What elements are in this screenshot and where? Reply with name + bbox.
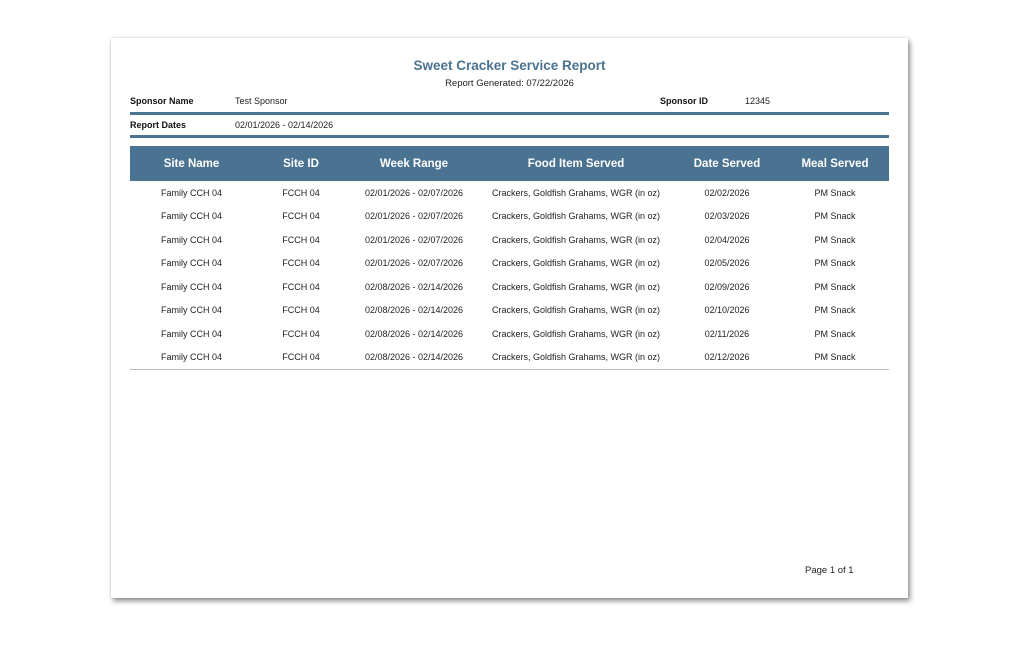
site-id-cell: FCCH 04 <box>282 187 320 198</box>
food-item-cell: Crackers, Goldfish Grahams, WGR (in oz) <box>491 234 661 245</box>
table-row <box>130 181 889 205</box>
date-served-cell: 02/11/2026 <box>704 328 750 339</box>
column-header-site-name: Site Name <box>163 157 220 170</box>
date-served-cell: 02/09/2026 <box>704 281 750 292</box>
report-page <box>111 38 908 598</box>
meal-served-cell: PM Snack <box>814 258 856 269</box>
site-name-cell: Family CCH 04 <box>160 187 222 198</box>
column-header-week-range: Week Range <box>379 157 449 170</box>
date-served-cell: 02/05/2026 <box>704 258 750 269</box>
date-served-cell: 02/10/2026 <box>704 305 750 316</box>
site-name-cell: Family CCH 04 <box>160 305 222 316</box>
food-item-cell: Crackers, Goldfish Grahams, WGR (in oz) <box>491 305 661 316</box>
site-name-cell: Family CCH 04 <box>160 234 222 245</box>
food-item-cell: Crackers, Goldfish Grahams, WGR (in oz) <box>491 328 661 339</box>
meal-served-cell: PM Snack <box>814 281 856 292</box>
week-range-cell: 02/01/2026 - 02/07/2026 <box>364 258 464 269</box>
site-id-cell: FCCH 04 <box>253 346 349 370</box>
meal-served-cell: PM Snack <box>814 211 856 222</box>
date-served-cell: 02/12/2026 <box>673 346 781 370</box>
sponsor-name-value: Test Sponsor <box>235 96 288 106</box>
site-id-cell: FCCH 04 <box>282 305 320 316</box>
table-row <box>130 205 889 229</box>
table-row <box>130 322 889 346</box>
meal-served-cell: PM Snack <box>814 305 856 316</box>
site-name-cell: Family CCH 04 <box>130 346 253 370</box>
table-row <box>130 228 889 252</box>
meal-served-cell: PM Snack <box>781 346 889 370</box>
date-served-cell: 02/02/2026 <box>704 187 750 198</box>
sponsor-name-label: Sponsor Name <box>130 96 194 106</box>
column-header-meal-served: Meal Served <box>801 157 869 170</box>
column-header-food-item: Food Item Served <box>527 157 625 170</box>
site-name-cell: Family CCH 04 <box>160 258 222 269</box>
date-served-cell: 02/04/2026 <box>704 234 750 245</box>
week-range-cell: 02/01/2026 - 02/07/2026 <box>364 234 464 245</box>
report-generated-date: Report Generated: 07/22/2026 <box>445 78 574 89</box>
page-number: Page 1 of 1 <box>805 565 854 576</box>
table-row <box>130 299 889 323</box>
week-range-cell: 02/08/2026 - 02/14/2026 <box>364 281 464 292</box>
report-title: Sweet Cracker Service Report <box>413 58 606 73</box>
meal-served-cell: PM Snack <box>814 328 856 339</box>
food-item-cell: Crackers, Goldfish Grahams, WGR (in oz) <box>491 258 661 269</box>
date-served-cell: 02/03/2026 <box>704 211 750 222</box>
divider-top <box>130 112 889 115</box>
report-dates-label: Report Dates <box>130 120 187 130</box>
site-id-cell: FCCH 04 <box>282 281 320 292</box>
week-range-cell: 02/01/2026 - 02/07/2026 <box>364 211 464 222</box>
meal-served-cell: PM Snack <box>814 187 856 198</box>
service-table <box>130 146 889 370</box>
table-header-row <box>130 146 889 181</box>
divider-bottom <box>130 135 889 138</box>
week-range-cell: 02/08/2026 - 02/14/2026 <box>364 328 464 339</box>
site-name-cell: Family CCH 04 <box>160 281 222 292</box>
site-id-cell: FCCH 04 <box>282 211 320 222</box>
week-range-cell: 02/08/2026 - 02/14/2026 <box>349 346 479 370</box>
site-id-cell: FCCH 04 <box>282 258 320 269</box>
table-row <box>130 252 889 276</box>
table-row <box>130 346 889 370</box>
sponsor-id-value: 12345 <box>745 96 771 106</box>
food-item-cell: Crackers, Goldfish Grahams, WGR (in oz) <box>479 346 673 370</box>
column-header-date-served: Date Served <box>693 157 761 170</box>
sponsor-id-label: Sponsor ID <box>660 96 709 106</box>
column-header-site-id: Site ID <box>283 157 319 170</box>
meal-served-cell: PM Snack <box>814 234 856 245</box>
site-name-cell: Family CCH 04 <box>160 211 222 222</box>
table-row <box>130 275 889 299</box>
food-item-cell: Crackers, Goldfish Grahams, WGR (in oz) <box>491 187 661 198</box>
food-item-cell: Crackers, Goldfish Grahams, WGR (in oz) <box>491 211 661 222</box>
week-range-cell: 02/08/2026 - 02/14/2026 <box>364 305 464 316</box>
site-id-cell: FCCH 04 <box>282 328 320 339</box>
food-item-cell: Crackers, Goldfish Grahams, WGR (in oz) <box>491 281 661 292</box>
week-range-cell: 02/01/2026 - 02/07/2026 <box>364 187 464 198</box>
site-id-cell: FCCH 04 <box>282 234 320 245</box>
report-dates-value: 02/01/2026 - 02/14/2026 <box>235 120 334 130</box>
site-name-cell: Family CCH 04 <box>160 328 222 339</box>
